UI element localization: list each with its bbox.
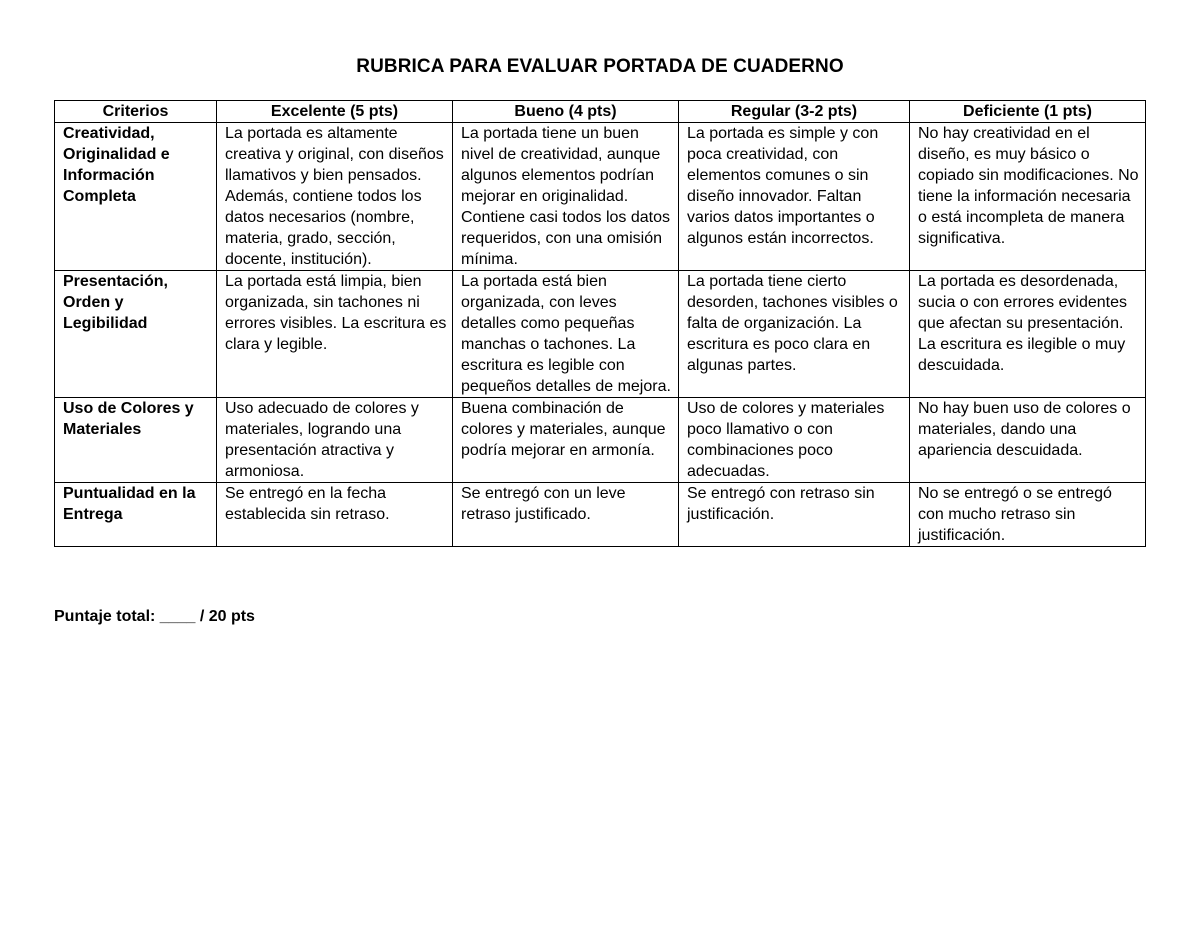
table-row [55, 483, 1146, 547]
total-score-line: Puntaje total: ____ / 20 pts [54, 608, 255, 625]
header-criterios: Criterios [55, 101, 217, 123]
deficiente-cell: No hay creatividad en el diseño, es muy básico o copiado sin modificaciones. No tiene la información necesaria o está incompleta de manera significativa. [910, 123, 1146, 271]
rubric-table [54, 100, 1146, 547]
excelente-cell: La portada está limpia, bien organizada, sin tachones ni errores visibles. La escritura es clara y legible. [217, 271, 453, 398]
regular-cell: Uso de colores y materiales poco llamativo o con combinaciones poco adecuadas. [679, 398, 910, 483]
table-row [55, 123, 1146, 271]
deficiente-cell: No hay buen uso de colores o materiales, dando una apariencia descuidada. [910, 398, 1146, 483]
table-row [55, 398, 1146, 483]
criterion-cell: Uso de Colores y Materiales [55, 398, 217, 483]
excelente-cell: Se entregó en la fecha establecida sin retraso. [217, 483, 453, 547]
excelente-cell: La portada es altamente creativa y original, con diseños llamativos y bien pensados. Además, contiene todos los datos necesarios (nombre, materia, grado, sección, docente, institución). [217, 123, 453, 271]
bueno-cell: Se entregó con un leve retraso justificado. [453, 483, 679, 547]
criterion-cell: Puntualidad en la Entrega [55, 483, 217, 547]
bueno-cell: Buena combinación de colores y materiales, aunque podría mejorar en armonía. [453, 398, 679, 483]
deficiente-cell: No se entregó o se entregó con mucho retraso sin justificación. [910, 483, 1146, 547]
regular-cell: La portada tiene cierto desorden, tachones visibles o falta de organización. La escritura es poco clara en algunas partes. [679, 271, 910, 398]
criterion-cell: Presentación, Orden y Legibilidad [55, 271, 217, 398]
header-excelente: Excelente (5 pts) [217, 101, 453, 123]
deficiente-cell: La portada es desordenada, sucia o con errores evidentes que afectan su presentación. La escritura es ilegible o muy descuidada. [910, 271, 1146, 398]
header-row [55, 101, 1146, 123]
bueno-cell: La portada está bien organizada, con leves detalles como pequeñas manchas o tachones. La escritura es legible con pequeños detalles de mejora. [453, 271, 679, 398]
regular-cell: La portada es simple y con poca creatividad, con elementos comunes o sin diseño innovador. Faltan varios datos importantes o algunos están incorrectos. [679, 123, 910, 271]
criterion-cell: Creatividad, Originalidad e Información Completa [55, 123, 217, 271]
bueno-cell: La portada tiene un buen nivel de creatividad, aunque algunos elementos podrían mejorar en originalidad. Contiene casi todos los datos requeridos, con una omisión mínima. [453, 123, 679, 271]
header-deficiente: Deficiente (1 pts) [910, 101, 1146, 123]
header-regular: Regular (3-2 pts) [679, 101, 910, 123]
regular-cell: Se entregó con retraso sin justificación. [679, 483, 910, 547]
header-bueno: Bueno (4 pts) [453, 101, 679, 123]
excelente-cell: Uso adecuado de colores y materiales, logrando una presentación atractiva y armoniosa. [217, 398, 453, 483]
page-title: RUBRICA PARA EVALUAR PORTADA DE CUADERNO [356, 56, 844, 77]
table-row [55, 271, 1146, 398]
